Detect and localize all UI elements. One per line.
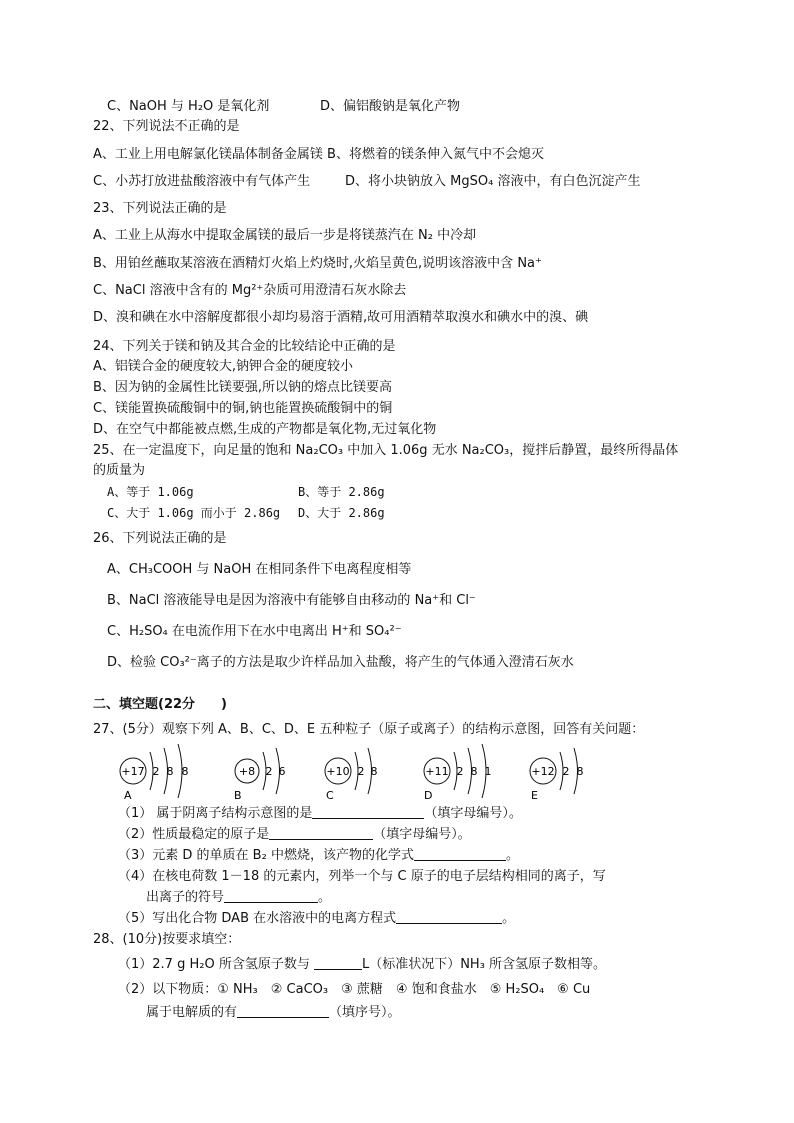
q27-sub3-blank[interactable] (414, 848, 506, 861)
q22-options-ab: A、工业上用电解氯化镁晶体制备金属镁 B、将燃着的镁条伸入氮气中不会熄灭 (93, 147, 544, 162)
q26-option-d: D、检验 CO₃²⁻离子的方法是取少许样品加入盐酸，将产生的气体通入澄清石灰水 (107, 655, 574, 670)
q23-option-a: A、工业上从海水中提取金属镁的最后一步是将镁蒸汽在 N₂ 中冷却 (93, 228, 477, 243)
q28-sub1-text: （1）2.7 g H₂O 所含氢原子数与 (118, 957, 310, 972)
atom-e-nucleus: +12 (531, 765, 555, 778)
atom-a-shell-3: 8 (181, 765, 189, 778)
atom-d-label: D (424, 789, 433, 802)
q27-sub2-text: （2）性质最稳定的原子是 (118, 827, 270, 842)
q22-option-c: C、小苏打放进盐酸溶液中有气体产生 (93, 174, 311, 189)
q27-sub2-hint: （填字母编号）。 (373, 827, 471, 842)
q25-option-c: C、大于 1.06g 而小于 2.86g (107, 506, 281, 520)
q27-sub3 (118, 848, 519, 864)
q23-option-b: B、用铂丝蘸取某溶液在酒精灯火焰上灼烧时,火焰呈黄色,说明该溶液中含 Na⁺ (93, 256, 542, 271)
q25-stem-cont: 的质量为 (93, 463, 146, 478)
atom-b-nucleus: +8 (238, 765, 256, 778)
q24-option-c: C、镁能置换硫酸铜中的铜,钠也能置换硫酸铜中的铜 (93, 401, 393, 416)
atom-a-label: A (124, 789, 132, 802)
q27-sub4-text: 出离子的符号 (146, 890, 225, 905)
q27-sub1-hint: （填字母编号）。 (424, 806, 522, 821)
q28-sub2-blank[interactable] (237, 1005, 329, 1018)
q27-sub1-blank[interactable] (312, 806, 424, 819)
q28-sub2-text: 属于电解质的有 (146, 1005, 238, 1020)
atom-diagram-a (120, 744, 189, 802)
q28-sub2: （2）以下物质：① NH₃ ② CaCO₃ ③ 蔗糖 ④ 饱和食盐水 ⑤ H₂SO₄ ⑥ Cu (118, 982, 591, 997)
q27-sub5-blank[interactable] (396, 911, 502, 924)
section-heading: 二、填空题(22分 ) (93, 697, 227, 712)
q27-sub5-end: 。 (502, 911, 516, 926)
atom-diagram-c (325, 748, 378, 802)
atom-c-shell-2: 8 (370, 765, 378, 778)
atom-d-shell-1: 2 (456, 765, 464, 778)
q28-sub1-end: L（标准状况下）NH₃ 所含氢原子数相等。 (361, 957, 607, 972)
atom-diagram-e (530, 748, 584, 802)
q27-sub2 (118, 827, 471, 843)
atom-e-shell-2: 8 (576, 765, 584, 778)
q27-sub1-text: （1） 属于阴离子结构示意图的是 (118, 806, 313, 821)
q21-option-c: C、NaOH 与 H₂O 是氧化剂 (107, 99, 270, 114)
atom-c-nucleus: +10 (326, 765, 350, 778)
q27-sub4: （4）在核电荷数 1－18 的元素内，列举一个与 C 原子的电子层结构相同的离子，写 (118, 869, 606, 884)
q21-option-d: D、偏铝酸钠是氧化产物 (320, 99, 461, 114)
q23-option-d: D、溴和碘在水中溶解度都很小却均易溶于酒精,故可用酒精萃取溴水和碘水中的溴、碘 (93, 310, 589, 325)
atom-b-label: B (234, 789, 242, 802)
atom-diagram-b (234, 748, 286, 802)
atom-d-shell-2: 8 (470, 765, 478, 778)
q23-option-c: C、NaCl 溶液中含有的 Mg²⁺杂质可用澄清石灰水除去 (93, 283, 407, 298)
q25-stem: 25、在一定温度下，向足量的饱和 Na₂CO₃ 中加入 1.06g 无水 Na₂CO₃，搅拌后静置，最终所得晶体 (93, 443, 679, 458)
atom-a-nucleus: +17 (121, 765, 145, 778)
q27-sub5-text: （5）写出化合物 DAB 在水溶液中的电离方程式 (118, 911, 397, 926)
atom-c-shell-1: 2 (357, 765, 365, 778)
atom-b-shell-1: 2 (265, 765, 273, 778)
atom-structure-diagrams (110, 738, 610, 802)
q25-option-d: D、大于 2.86g (298, 506, 385, 520)
atom-a-shell-1: 2 (152, 765, 160, 778)
q24-option-b: B、因为钠的金属性比镁要强,所以钠的熔点比镁要高 (93, 380, 393, 395)
q26-option-a: A、CH₃COOH 与 NaOH 在相同条件下电离程度相等 (107, 562, 412, 577)
q27-sub5 (118, 911, 515, 927)
atom-d-nucleus: +11 (425, 765, 449, 778)
q23-stem: 23、下列说法正确的是 (93, 201, 227, 216)
q27-sub4-cont (146, 890, 331, 906)
atom-e-label: E (531, 789, 538, 802)
q28-sub2-cont (146, 1005, 401, 1021)
q28-sub1 (118, 957, 606, 973)
q27-sub2-blank[interactable] (269, 827, 373, 840)
q24-option-a: A、铝镁合金的硬度较大,钠钾合金的硬度较小 (93, 359, 354, 374)
q28-sub1-blank[interactable] (314, 957, 362, 970)
q22-option-d: D、将小块钠放入 MgSO₄ 溶液中，有白色沉淀产生 (345, 174, 641, 189)
q28-sub2-end: （填序号）。 (329, 1005, 401, 1020)
q27-sub4-end: 。 (318, 890, 332, 905)
atom-diagram-d (424, 744, 492, 802)
q22-stem: 22、下列说法不正确的是 (93, 119, 240, 134)
atom-d-shell-3: 1 (484, 765, 492, 778)
q28-stem: 28、(10分)按要求填空： (93, 932, 241, 947)
atom-e-shell-1: 2 (562, 765, 570, 778)
atom-a-shell-2: 8 (166, 765, 174, 778)
q26-stem: 26、下列说法正确的是 (93, 531, 227, 546)
q27-sub1 (118, 806, 522, 822)
q27-sub3-end: 。 (505, 848, 519, 863)
atom-c-label: C (326, 789, 334, 802)
q27-stem: 27、(5分）观察下列 A、B、C、D、E 五种粒子（原子或离子）的结构示意图，回答有关问题： (93, 722, 645, 737)
q25-option-b: B、等于 2.86g (298, 485, 385, 499)
q26-option-c: C、H₂SO₄ 在电流作用下在水中电离出 H⁺和 SO₄²⁻ (107, 624, 402, 639)
q27-sub4-blank[interactable] (224, 890, 318, 903)
q27-sub3-text: （3）元素 D 的单质在 B₂ 中燃烧，该产物的化学式 (118, 848, 414, 863)
q24-option-d: D、在空气中都能被点燃,生成的产物都是氧化物,无过氧化物 (93, 422, 437, 437)
q25-option-a: A、等于 1.06g (107, 485, 194, 499)
q24-stem: 24、下列关于镁和钠及其合金的比较结论中正确的是 (93, 339, 396, 354)
q26-option-b: B、NaCl 溶液能导电是因为溶液中有能够自由移动的 Na⁺和 Cl⁻ (107, 593, 476, 608)
atom-b-shell-2: 6 (278, 765, 286, 778)
